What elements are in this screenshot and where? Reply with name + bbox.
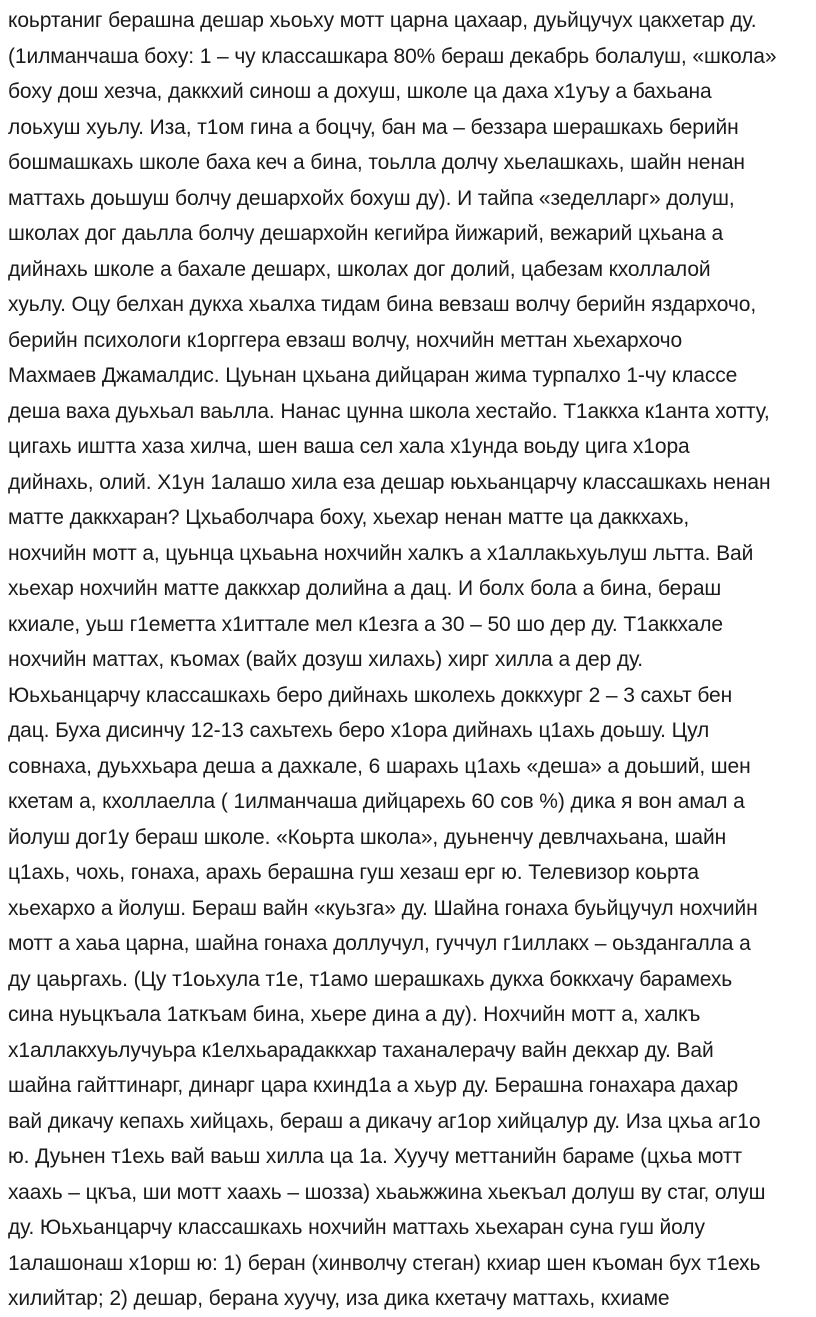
text-line: хаахь – цкъа, ши мотт хаахь – шозза) хьаьжжина хьекъал долуш ву стаг, олуш (8, 1180, 766, 1204)
text-line: хьехар нохчийн матте даккхар долийна а дац. И болх бола а бина, бераш (8, 577, 722, 600)
text-line: кхиале, уьш г1еметта х1иттале мел к1езга а 30 – 50 шо дер ду. Т1аккхале (8, 612, 723, 636)
text-line: маттахь доьшуш болчу дешархойх бохуш ду). И тайпа «зеделларг» долуш, (8, 186, 735, 210)
text-line: нохчийн мотт а, цуьнца цхьаьна нохчийн халкъ а х1аллакьхуьлуш льтта. Вай (8, 541, 754, 565)
text-line: школах дог даьлла болчу дешархойн кегийра йижарий, вежарий цхьана а (8, 222, 724, 245)
text-line: (1илманчаша боху: 1 – чу классашкара 80% бераш декабрь болалуш, «школа» (8, 44, 777, 68)
text-line: шайна гайттинарг, динарг цара кхинд1а а хьур ду. Берашна гонахара дахар (8, 1074, 739, 1097)
text-line: коьртаниг берашна дешар хьоьху мотт царна цахаар, дуьйцучух цакхетар ду. (8, 9, 757, 32)
text-line: бошмашкахь школе баха кеч а бина, тоьлла долчу хьелашкахь, шайн ненан (8, 151, 745, 174)
text-line: хьехархо а йолуш. Бераш вайн «куьзга» ду. Шайна гонаха буьйцучул нохчийн (8, 896, 758, 920)
text-line: матте даккхаран? Цхьаболчара боху, хьехар ненан матте ца даккхахь, (8, 506, 690, 529)
text-line: нохчийн маттах, къомах (вайх дозуш хилахь) хирг хилла а дер ду. (8, 648, 644, 671)
text-line: дийнахь школе а бахале дешарх, школах дог долий, цабезам кхоллалой (8, 257, 711, 281)
text-line: хилийтар; 2) дешар, берана хуучу, иза дика кхетачу маттахь, кхиаме (8, 1287, 670, 1310)
text-line: цигахь иштта хаза хилча, шен ваша сел хала х1унда воьду цига х1ора (8, 435, 690, 458)
text-line: вай дикачу кепахь хийцахь, бераш а дикачу аг1ор хийцалур ду. Иза цхьа аг1о (8, 1109, 761, 1133)
text-line: 1алашонаш х1орш ю: 1) беран (хинволчу стеган) кхиар шен къоман бух т1ехь (8, 1251, 761, 1275)
text-line: ду. Юьхьанцарчу классашкахь нохчийн маттахь хьехаран суна гуш йолу (8, 1216, 705, 1239)
text-line: ду цаьргахь. (Цу т1оьхула т1е, т1амо шерашкахь дукха боккхачу барамехь (8, 967, 733, 991)
text-line: х1аллакхуьлучуьра к1елхьарадаккхар таханалерачу вайн декхар ду. Вай (8, 1038, 714, 1062)
text-line: хуьлу. Оцу белхан дукха хьалха тидам бина вевзаш волчу берийн яздархочо, (8, 293, 757, 316)
text-line: Махмаев Джамалдис. Цуьнан цхьана дийцаран жима турпалхо 1-чу классе (8, 364, 738, 387)
text-line: деша ваха дуьхьал ваьлла. Нанас цунна школа хестайо. Т1аккха к1анта хотту, (8, 399, 770, 423)
document-body-text (8, 3, 808, 1317)
text-line: кхетам а, кхоллаелла ( 1илманчаша дийцарехь 60 сов %) дика я вон амал а (8, 790, 745, 813)
text-line: боху дош хезча, даккхий синош а дохуш, школе ца даха х1уъу а бахьана (8, 80, 712, 103)
text-line: мотт а хаьа царна, шайна гонаха доллучул, гуччул г1иллакх – оьздангалла а (8, 932, 751, 955)
text-line: Юьхьанцарчу классашкахь беро дийнахь школехь доккхург 2 – 3 сахьт бен (8, 683, 733, 707)
text-line: берийн психологи к1орггера евзаш волчу, нохчийн меттан хьехархочо (8, 328, 683, 352)
text-line: йолуш дог1у бераш школе. «Коьрта школа», дуьненчу девлчахьана, шайн (8, 825, 727, 849)
text-line: совнаха, дуьххьара деша а дахкале, 6 шарахь ц1ахь «деша» а доьший, шен (8, 754, 751, 778)
text-line: ю. Дуьнен т1ехь вай ваьш хилла ца 1а. Хуучу меттанийн бараме (цхьа мотт (8, 1145, 742, 1168)
text-line: ц1ахь, чохь, гонаха, арахь берашна гуш хезаш ерг ю. Телевизор коьрта (8, 861, 699, 884)
text-line: дийнахь, олий. Х1ун 1алашо хила еза дешар юьхьанцарчу классашкахь ненан (8, 470, 771, 494)
text-line: лоьхуш хуьлу. Иза, т1ом гина а боцчу, бан ма – беззара шерашкахь берийн (8, 115, 739, 139)
text-line: сина нуьцкъала 1аткъам бина, хьере дина а ду). Нохчийн мотт а, халкъ (8, 1003, 701, 1026)
text-line: дац. Буха дисинчу 12-13 сахьтехь беро х1ора дийнахь ц1ахь доьшу. Цул (8, 719, 710, 742)
